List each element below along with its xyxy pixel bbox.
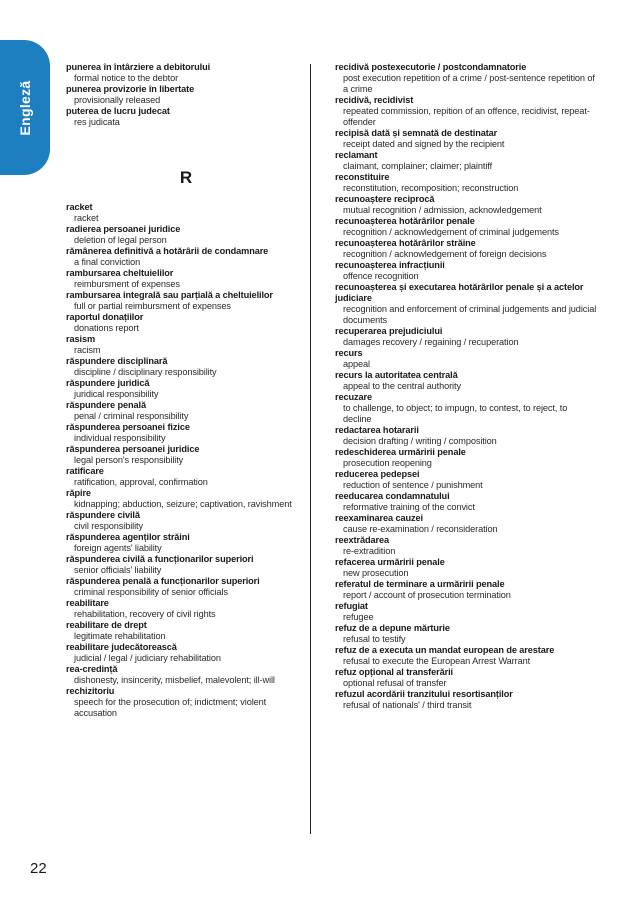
dictionary-entry [66, 422, 306, 444]
dictionary-entry [335, 667, 597, 689]
dictionary-entry [335, 645, 597, 667]
entry-definition: refusal of nationals' / third transit [343, 700, 472, 710]
entry-definition: receipt dated and signed by the recipient [343, 139, 505, 149]
dictionary-entry [66, 642, 306, 664]
entry-definition: mutual recognition / admission, acknowledgement [343, 205, 542, 215]
entry-definition: repeated commission, repition of an offence, recidivist, repeat-offender [343, 106, 590, 127]
dictionary-entry [66, 466, 306, 488]
entry-term: radierea persoanei juridice [66, 224, 181, 234]
entry-term: refuzul acordării tranzitului resortisanților [335, 689, 513, 699]
entry-definition: optional refusal of transfer [343, 678, 447, 688]
dictionary-entry [335, 601, 597, 623]
dictionary-entry [335, 95, 597, 128]
entry-definition: to challenge, to object; to impugn, to contest, to reject, to decline [343, 403, 568, 424]
entry-definition: post execution repetition of a crime / post-sentence repetition of a crime [343, 73, 595, 94]
entry-term: răspunderea civilă a funcționarilor superiori [66, 554, 254, 564]
entry-definition: legitimate rehabilitation [74, 631, 166, 641]
dictionary-entry [66, 488, 306, 510]
entry-term: rămânerea definitivă a hotărârii de condamnare [66, 246, 269, 256]
right-column [335, 62, 597, 711]
entry-term: reconstituire [335, 172, 390, 182]
entry-definition: claimant, complainer; claimer; plaintiff [343, 161, 493, 171]
entry-term: reabilitare [66, 598, 109, 608]
left-column [66, 62, 306, 719]
dictionary-entry [335, 282, 597, 326]
entry-term: rea-credință [66, 664, 118, 674]
dictionary-entry [335, 194, 597, 216]
entry-term: recurs la autoritatea centrală [335, 370, 458, 380]
entry-definition: speech for the prosecution of; indictment; violent accusation [74, 697, 267, 718]
left-top-entries [66, 62, 306, 128]
entry-term: rambursarea cheltuielilor [66, 268, 174, 278]
entry-definition: kidnapping; abduction, seizure; captivation, ravishment [74, 499, 292, 509]
entry-definition: donations report [74, 323, 139, 333]
dictionary-entry [335, 491, 597, 513]
entry-definition: refusal to testify [343, 634, 406, 644]
dictionary-entry [66, 444, 306, 466]
entry-term: răspunderea persoanei juridice [66, 444, 200, 454]
entry-definition: juridical responsibility [74, 389, 159, 399]
entry-term: refuz opțional al transferării [335, 667, 453, 677]
dictionary-entry [66, 290, 306, 312]
entry-definition: senior officials' liability [74, 565, 162, 575]
entry-definition: rehabilitation, recovery of civil rights [74, 609, 216, 619]
entry-term: raportul donațiilor [66, 312, 144, 322]
dictionary-entry [335, 172, 597, 194]
dictionary-entry [335, 260, 597, 282]
dictionary-entry [335, 469, 597, 491]
entry-definition: new prosecution [343, 568, 409, 578]
entry-definition: penal / criminal responsibility [74, 411, 189, 421]
dictionary-entry [66, 576, 306, 598]
dictionary-entry [66, 246, 306, 268]
entry-term: redactarea hotararii [335, 425, 419, 435]
dictionary-entry [66, 598, 306, 620]
column-divider [310, 64, 311, 834]
entry-definition: res judicata [74, 117, 120, 127]
dictionary-entry [66, 554, 306, 576]
entry-term: referatul de terminare a urmăririi penale [335, 579, 505, 589]
dictionary-entry [66, 532, 306, 554]
entry-term: recuzare [335, 392, 372, 402]
dictionary-entry [335, 128, 597, 150]
side-tab-label: Engleză [17, 79, 33, 136]
side-language-tab [0, 40, 50, 175]
entry-definition: recognition / acknowledgement of foreign decisions [343, 249, 547, 259]
entry-definition: legal person's responsibility [74, 455, 184, 465]
dictionary-entry [335, 238, 597, 260]
entry-definition: a final conviction [74, 257, 141, 267]
entry-term: recipisă dată și semnată de destinatar [335, 128, 498, 138]
entry-term: recuperarea prejudiciului [335, 326, 443, 336]
entry-term: reclamant [335, 150, 378, 160]
dictionary-entry [66, 356, 306, 378]
dictionary-entry [335, 535, 597, 557]
entry-term: răspunderea agenților străini [66, 532, 190, 542]
entry-definition: foreign agents' liability [74, 543, 162, 553]
entry-term: recidivă postexecutorie / postcondamnatorie [335, 62, 527, 72]
entry-term: recunoașterea hotărârilor străine [335, 238, 476, 248]
entry-term: ratificare [66, 466, 104, 476]
entry-term: reabilitare judecătorească [66, 642, 177, 652]
entry-term: recunoaștere reciprocă [335, 194, 435, 204]
entry-definition: re-extradition [343, 546, 396, 556]
entry-definition: discipline / disciplinary responsibility [74, 367, 217, 377]
entry-term: refuz de a depune mărturie [335, 623, 450, 633]
entry-definition: cause re-examination / reconsideration [343, 524, 498, 534]
entry-definition: dishonesty, insincerity, misbelief, malevolent; ill-will [74, 675, 275, 685]
entry-term: răspundere juridică [66, 378, 150, 388]
entry-definition: civil responsibility [74, 521, 143, 531]
entry-definition: ratification, approval, confirmation [74, 477, 208, 487]
entry-definition: report / account of prosecution termination [343, 590, 511, 600]
entry-definition: damages recovery / regaining / recuperation [343, 337, 519, 347]
dictionary-entry [335, 425, 597, 447]
entry-term: răpire [66, 488, 91, 498]
dictionary-entry [335, 150, 597, 172]
entry-definition: criminal responsibility of senior officials [74, 587, 228, 597]
dictionary-entry [66, 510, 306, 532]
dictionary-entry [335, 579, 597, 601]
dictionary-entry [335, 326, 597, 348]
entry-definition: provisionally released [74, 95, 161, 105]
entry-definition: deletion of legal person [74, 235, 167, 245]
dictionary-entry [66, 268, 306, 290]
entry-definition: appeal to the central authority [343, 381, 461, 391]
dictionary-entry [66, 378, 306, 400]
entry-term: rechizitoriu [66, 686, 115, 696]
entry-term: refugiat [335, 601, 368, 611]
dictionary-entry [66, 664, 306, 686]
entry-definition: formal notice to the debtor [74, 73, 179, 83]
entry-definition: recognition / acknowledgement of criminal judgements [343, 227, 559, 237]
entry-term: recunoașterea și executarea hotărârilor penale și a actelor judiciare [335, 282, 584, 303]
entry-term: punerea provizorie în libertate [66, 84, 195, 94]
entry-term: reducerea pedepsei [335, 469, 420, 479]
entry-term: reabilitare de drept [66, 620, 147, 630]
entry-term: răspundere civilă [66, 510, 140, 520]
dictionary-entry [66, 400, 306, 422]
section-letter-heading: R [179, 168, 193, 187]
entry-definition: judicial / legal / judiciary rehabilitation [74, 653, 221, 663]
entry-term: recunoașterea hotărârilor penale [335, 216, 475, 226]
entry-definition: racism [74, 345, 101, 355]
entry-term: recidivă, recidivist [335, 95, 414, 105]
entry-definition: prosecution reopening [343, 458, 432, 468]
dictionary-entry [335, 447, 597, 469]
dictionary-entry [335, 513, 597, 535]
dictionary-entry [66, 84, 306, 106]
entry-term: punerea în întârziere a debitorului [66, 62, 211, 72]
dictionary-entry [335, 392, 597, 425]
entry-term: reexaminarea cauzei [335, 513, 423, 523]
dictionary-entry [335, 370, 597, 392]
entry-term: rasism [66, 334, 96, 344]
entry-definition: refusal to execute the European Arrest Warrant [343, 656, 531, 666]
entry-term: răspundere disciplinară [66, 356, 168, 366]
dictionary-entry [66, 620, 306, 642]
dictionary-entry [335, 62, 597, 95]
entry-definition: full or partial reimbursment of expenses [74, 301, 231, 311]
entry-definition: reimbursment of expenses [74, 279, 180, 289]
entry-term: refacerea urmăririi penale [335, 557, 445, 567]
entry-definition: decision drafting / writing / composition [343, 436, 497, 446]
entry-definition: reconstitution, recomposition; reconstruction [343, 183, 519, 193]
entry-term: rambursarea integrală sau parțială a cheltuielilor [66, 290, 273, 300]
dictionary-entry [335, 623, 597, 645]
entry-term: recunoașterea infracțiunii [335, 260, 445, 270]
dictionary-entry [66, 312, 306, 334]
entry-definition: recognition and enforcement of criminal judgements and judicial documents [343, 304, 597, 325]
left-bottom-entries [66, 202, 306, 719]
entry-definition: reformative training of the convict [343, 502, 475, 512]
dictionary-entry [66, 224, 306, 246]
entry-term: reextrădarea [335, 535, 389, 545]
entry-definition: offence recognition [343, 271, 419, 281]
entry-term: răspundere penală [66, 400, 146, 410]
dictionary-entry [66, 686, 306, 719]
dictionary-entry [335, 348, 597, 370]
entry-term: recurs [335, 348, 363, 358]
entry-definition: appeal [343, 359, 370, 369]
entry-definition: refugee [343, 612, 374, 622]
dictionary-entry [335, 216, 597, 238]
entry-term: redeschiderea urmăririi penale [335, 447, 466, 457]
entry-definition: individual responsibility [74, 433, 166, 443]
dictionary-entry [66, 334, 306, 356]
entry-term: răspunderea penală a funcționarilor superiori [66, 576, 260, 586]
dictionary-entry [335, 689, 597, 711]
entry-term: refuz de a executa un mandat european de arestare [335, 645, 555, 655]
dictionary-entry [66, 62, 306, 84]
entry-term: puterea de lucru judecat [66, 106, 170, 116]
entry-definition: reduction of sentence / punishment [343, 480, 483, 490]
dictionary-entry [66, 106, 306, 128]
dictionary-entry [66, 202, 306, 224]
entry-definition: racket [74, 213, 99, 223]
entry-term: reeducarea condamnatului [335, 491, 450, 501]
page-number: 22 [30, 860, 47, 877]
entry-term: răspunderea persoanei fizice [66, 422, 190, 432]
dictionary-entry [335, 557, 597, 579]
entry-term: racket [66, 202, 93, 212]
